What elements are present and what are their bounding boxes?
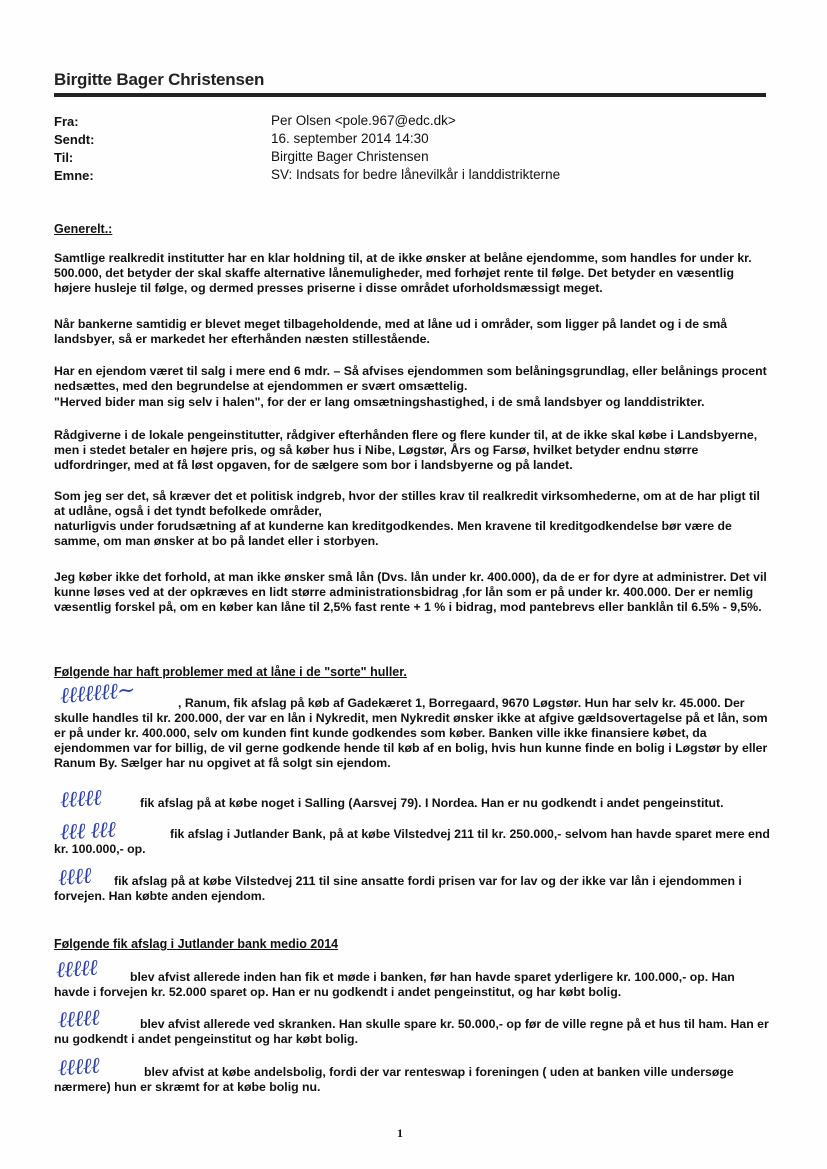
- subject-value: SV: Indsats for bedre lånevilkår i landdistrikterne: [271, 167, 561, 182]
- from-label: Fra:: [54, 114, 79, 129]
- case-2-1-bold: , Ranum, fik afslag på køb af Gadekæret 1, Borregaard, 9670 Løgstør.: [178, 696, 582, 710]
- sent-value: 16. september 2014 14:30: [271, 131, 429, 146]
- handwritten-redaction-5: ℓℓℓℓℓ: [55, 955, 98, 984]
- handwritten-redaction-2: ℓℓℓℓℓ: [59, 785, 102, 814]
- case-2-4: [54, 874, 770, 904]
- case-2-2: [54, 796, 770, 811]
- case-3-1-text: blev afvist allerede inden han fik et møde i banken, før han havde sparet yderligere kr. 100.000,- op. Han havde i forvejen kr. 52.000 sparet op. Han er nu godkendt i andet pengeinstitut, og har købt bolig.: [54, 970, 735, 999]
- to-value: Birgitte Bager Christensen: [271, 149, 429, 164]
- paragraph-6-text: Jeg køber ikke det forhold, at man ikke ønsker små lån (Dvs. lån under kr. 400.000), da de er for dyre at administrer. Det vil kunne løses ved at der opkræves en lidt større administrationsbidrag ,for lån som er på under kr. 400.000. Der er nemlig væsentlig forskel på, om en køber kan låne til 2,5% fast rente + 1 % i bidrag, mod pantebrevs eller banklån til 6.5% - 9,5%.: [54, 570, 767, 614]
- page-number: 1: [397, 1126, 403, 1140]
- handwritten-redaction-1: ℓℓℓℓℓℓℓ~: [59, 677, 136, 710]
- paragraph-5b: [54, 519, 770, 549]
- from-value: Per Olsen <pole.967@edc.dk>: [271, 113, 456, 128]
- handwritten-redaction-7: ℓℓℓℓℓ: [57, 1053, 100, 1082]
- paragraph-3b-text: "Herved bider man sig selv i halen", for der er lang omsætningshastighed, i de små landsbyer og landdistrikter.: [54, 395, 705, 409]
- paragraph-3: [54, 364, 770, 394]
- paragraph-5b-text: naturligvis under forudsætning af at kunderne kan kreditgodkendes. Men kravene til kreditgodkendelse bør være de samme, om man ønsker at bo på landet eller i storbyen.: [54, 519, 732, 548]
- case-2-2-text: fik afslag på at købe noget i Salling (Aarsvej 79). I Nordea. Han er nu godkendt i andet pengeinstitut.: [140, 796, 724, 810]
- case-3-3: [54, 1065, 770, 1095]
- section-jutlander-title: Følgende fik afslag i Jutlander bank medio 2014: [54, 937, 339, 951]
- case-3-1: [54, 970, 770, 1000]
- handwritten-redaction-6: ℓℓℓℓℓ: [57, 1005, 100, 1034]
- paragraph-3-text: Har en ejendom været til salg i mere end 6 mdr. – Så afvises ejendommen som belåningsgrundlag, eller belånings procent nedsættes, med den begrundelse at ejendommen er svært omsættelig.: [54, 364, 767, 393]
- case-2-4-text: fik afslag på at købe Vilstedvej 211 til sine ansatte fordi prisen var for lav og der ikke var lån i ejendommen i forvejen. Han købte anden ejendom.: [54, 874, 742, 903]
- paragraph-2-text: Når bankerne samtidig er blevet meget tilbageholdende, med at låne ud i områder, som ligger på landet og i de små landsbyer, så er markedet her efterhånden næsten stillestående.: [54, 317, 728, 346]
- paragraph-1: [54, 251, 770, 296]
- case-3-2: [54, 1017, 770, 1047]
- paragraph-2: [54, 317, 770, 347]
- handwritten-redaction-4: ℓℓℓℓ: [57, 863, 92, 892]
- case-3-3-text: blev afvist at købe andelsbolig, fordi der var renteswap i foreningen ( uden at banken ville undersøge nærmere) hun er skræmt for at købe bolig nu.: [54, 1065, 734, 1094]
- case-2-1: [54, 696, 770, 771]
- heading-divider: [54, 93, 766, 97]
- paragraph-4: [54, 428, 770, 473]
- paragraph-4-text: Rådgiverne i de lokale pengeinstitutter, rådgiver efterhånden flere og flere kunder til, at de ikke skal købe i Landsbyerne, men i stedet betaler en højere pris, og så køber hus i Nibe, Løgstør, Års og Farsø, hvilket betyder endnu større udfordringer, med at få løst opgaven, for de sælgere som bor i landsbyerne og på landet.: [54, 428, 758, 472]
- case-2-3: [54, 827, 770, 857]
- paragraph-3b: [54, 395, 770, 410]
- section-problems-title: Følgende har haft problemer med at låne i de "sorte" huller.: [54, 665, 407, 679]
- sender-name-heading: Birgitte Bager Christensen: [54, 70, 265, 89]
- paragraph-6: [54, 570, 770, 615]
- case-3-2-text: blev afvist allerede ved skranken. Han skulle spare kr. 50.000,- op før de ville regne på et hus til ham. Han er nu godkendt i andet pengeinstitut og har købt bolig.: [54, 1017, 769, 1046]
- subject-label: Emne:: [54, 168, 94, 183]
- to-label: Til:: [54, 150, 74, 165]
- paragraph-1-text: Samtlige realkredit institutter har en klar holdning til, at de ikke ønsker at belåne ejendomme, som handles for under kr. 500.000, det betyder der skal skaffe alternative lånemuligheder, med forhøjet rente til følge. Det betyder en væsentlig højere husleje til følge, og dermed presses priserne i disse området uforholdsmæssigt meget.: [54, 251, 752, 295]
- case-2-3-text: fik afslag i Jutlander Bank, på at købe Vilstedvej 211 til kr. 250.000,- selvom han havde sparet mere end kr. 100.000,- op.: [54, 827, 770, 856]
- case-2-1-rest: Hun har selv kr. 45.000. Der skulle handles til kr. 200.000, der var en lån i Nykredit, men Nykredit ønsker ikke at afgive gældsovertagelse på et lån, som er på under kr. 400.000, selv om kunden fint kunde godkendes som køber. Banken ville ikke finansiere købet, da ejendommen var for billig, de vil gerne godkende hende til køb af en bolig, hvis hun kunne finde en bolig i Løgstør by eller Ranum By. Sælger har nu opgivet at få solgt sin ejendom.: [54, 696, 768, 770]
- handwritten-redaction-3: ℓℓℓ ℓℓℓ: [59, 817, 116, 846]
- section-general-title: Generelt.:: [54, 222, 113, 236]
- paragraph-5a: [54, 489, 770, 519]
- paragraph-5a-text: Som jeg ser det, så kræver det et politisk indgreb, hvor der stilles krav til realkredit virksomhederne, om at de har pligt til at udlåne, også i det tyndt befolkede områder,: [54, 489, 760, 518]
- sent-label: Sendt:: [54, 132, 95, 147]
